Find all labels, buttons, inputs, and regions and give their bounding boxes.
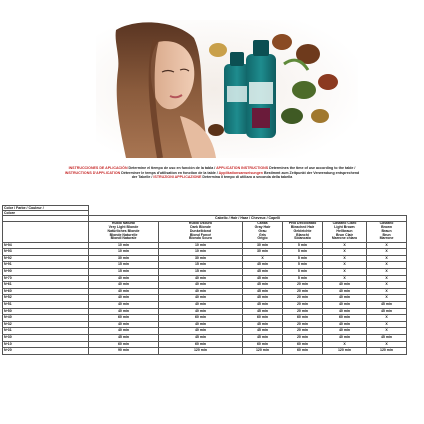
color-number: Nº92: [3, 255, 89, 262]
time-cell: 60 min: [159, 341, 243, 348]
hair-type-header: [243, 221, 283, 242]
time-cell: X: [367, 242, 407, 249]
hair-type-line: Blanchi: [296, 232, 309, 237]
time-cell: X: [323, 262, 367, 269]
hair-type-line: Grigio: [257, 236, 268, 241]
color-number: Nº60: [3, 288, 89, 295]
color-number: Nº30: [3, 334, 89, 341]
time-cell: 60 min: [283, 341, 323, 348]
time-cell: 40 min: [323, 328, 367, 335]
time-cell: X: [367, 268, 407, 275]
time-cell: X: [323, 255, 367, 262]
time-cell: X: [367, 249, 407, 256]
color-number: Nº90: [3, 268, 89, 275]
hair-type-line: Pelo Decolorado: [288, 221, 317, 226]
time-cell: 60 min: [89, 341, 159, 348]
time-cell: 40 min: [159, 282, 243, 289]
time-cell: 40 min: [323, 295, 367, 302]
hair-type-line: Biondo Scuro: [189, 236, 212, 241]
hair-type-header: [323, 221, 367, 242]
time-cell: 60 min: [283, 348, 323, 355]
color-number: Nº52: [3, 295, 89, 302]
time-cell: 60 min: [283, 315, 323, 322]
time-cell: 120 min: [323, 348, 367, 355]
hair-type-line: Marrone chiaro: [331, 236, 358, 241]
time-cell: X: [243, 255, 283, 262]
time-cell: 5 min: [283, 255, 323, 262]
time-cell: 5 min: [283, 275, 323, 282]
hair-type-line: Hellbraun: [336, 228, 353, 233]
color-number: Nº70: [3, 275, 89, 282]
table-row: [3, 321, 407, 328]
table-row: [3, 242, 407, 249]
hair-type-line: Dark Blonde: [190, 224, 211, 229]
time-cell: 40 min: [89, 288, 159, 295]
application-time-table: [2, 205, 407, 355]
time-cell: X: [367, 262, 407, 269]
hair-type-header: [159, 221, 243, 242]
time-cell: 40 min: [323, 321, 367, 328]
hair-type-line: Castaño: [379, 221, 394, 226]
time-cell: 40 min: [89, 308, 159, 315]
product-bottles: [224, 40, 276, 138]
hair-type-line: Brun: [382, 232, 391, 237]
time-cell: 20 min: [283, 308, 323, 315]
hair-type-line: Gray Hair: [254, 224, 271, 229]
color-number: Nº31: [3, 328, 89, 335]
time-cell: 10 min: [159, 249, 243, 256]
time-cell: 40 min: [323, 334, 367, 341]
time-cell: 10 min: [159, 242, 243, 249]
time-cell: 40 min: [159, 275, 243, 282]
color-number: Nº61: [3, 282, 89, 289]
time-cell: 15 min: [89, 268, 159, 275]
time-cell: 20 min: [283, 328, 323, 335]
time-cell: X: [367, 328, 407, 335]
table-row: [3, 255, 407, 262]
hair-type-header: [89, 221, 159, 242]
time-cell: X: [367, 341, 407, 348]
time-cell: 40 min: [89, 301, 159, 308]
time-cell: 40 min: [323, 282, 367, 289]
hair-type-line: Rubio Natural: [112, 221, 135, 226]
instruction-heading-fr: INSTRUCTIONS D'APPLICATION: [64, 170, 121, 175]
time-cell: 45 min: [159, 334, 243, 341]
time-cell: X: [367, 275, 407, 282]
time-cell: 30 min: [159, 255, 243, 262]
time-cell: 40 min: [89, 321, 159, 328]
time-cell: X: [367, 295, 407, 302]
table-row: [3, 288, 407, 295]
table-row: [3, 301, 407, 308]
table-row: [3, 315, 407, 322]
time-cell: 20 min: [283, 321, 323, 328]
color-number: Nº40: [3, 315, 89, 322]
hair-type-line: Braun: [381, 228, 392, 233]
time-cell: 40 min: [159, 321, 243, 328]
hair-type-line: Bleached Hair: [290, 224, 315, 229]
time-cell: 45 min: [243, 268, 283, 275]
time-cell: 20 min: [283, 288, 323, 295]
time-cell: 40 min: [159, 301, 243, 308]
hair-type-line: Brun Clair: [336, 232, 353, 237]
time-cell: 120 min: [243, 348, 283, 355]
time-cell: 45 min: [243, 282, 283, 289]
hair-type-line: Rubio Oscuro: [188, 221, 213, 226]
time-cell: 5 min: [283, 262, 323, 269]
time-cell: 45 min: [367, 301, 407, 308]
instruction-heading-en: APPLICATION INSTRUCTIONS: [216, 166, 269, 170]
color-column-label: Color / Farbe / Couleur /: [3, 206, 89, 211]
time-cell: 45 min: [367, 308, 407, 315]
time-cell: X: [367, 288, 407, 295]
table-row: [3, 334, 407, 341]
time-cell: 45 min: [243, 288, 283, 295]
table-row: [3, 341, 407, 348]
time-cell: 5 min: [283, 242, 323, 249]
time-cell: X: [323, 249, 367, 256]
color-number: Nº91: [3, 262, 89, 269]
time-cell: 40 min: [323, 301, 367, 308]
color-number: Nº20: [3, 348, 89, 355]
hair-header: Cabello / Hair / Haar / Cheveux / Capelli: [89, 216, 407, 221]
time-cell: 30 min: [243, 242, 283, 249]
time-cell: 120 min: [367, 348, 407, 355]
time-cell: 40 min: [159, 295, 243, 302]
time-cell: 40 min: [89, 295, 159, 302]
instruction-heading-de: Applikationsanweisungen: [218, 170, 263, 175]
time-cell: X: [367, 315, 407, 322]
hair-type-line: Gebleichte: [293, 228, 312, 233]
color-number: Nº50: [3, 308, 89, 315]
time-cell: X: [323, 242, 367, 249]
hair-type-line: Marrone: [379, 236, 394, 241]
time-cell: X: [323, 268, 367, 275]
time-cell: 20 min: [283, 295, 323, 302]
time-cell: X: [323, 275, 367, 282]
color-number: Nº94: [3, 242, 89, 249]
time-cell: 40 min: [323, 308, 367, 315]
time-cell: 20 min: [283, 282, 323, 289]
time-cell: 30 min: [243, 249, 283, 256]
instruction-heading-es: INSTRUCCIONES DE APLICACIÓN: [68, 166, 128, 170]
color-number: Nº32: [3, 321, 89, 328]
hair-type-line: Sbiancato: [294, 236, 311, 241]
time-cell: 60 min: [323, 315, 367, 322]
time-cell: 30 min: [89, 255, 159, 262]
time-cell: 45 min: [243, 301, 283, 308]
time-cell: X: [323, 341, 367, 348]
hair-type-line: Natürliches Blonde: [107, 228, 140, 233]
time-cell: 45 min: [243, 262, 283, 269]
time-cell: 40 min: [89, 282, 159, 289]
color-column-label-2: Colore: [3, 211, 89, 216]
table-row: [3, 328, 407, 335]
time-cell: 10 min: [89, 242, 159, 249]
time-cell: 45 min: [243, 295, 283, 302]
time-cell: 60 min: [243, 341, 283, 348]
time-cell: 5 min: [283, 268, 323, 275]
hair-type-line: Grau: [258, 228, 267, 233]
time-cell: 40 min: [159, 328, 243, 335]
time-cell: 5 min: [283, 249, 323, 256]
time-cell: 45 min: [243, 334, 283, 341]
time-cell: 45 min: [89, 334, 159, 341]
hair-type-line: Blonde Naturelle: [109, 232, 138, 237]
time-cell: 15 min: [159, 268, 243, 275]
time-cell: 90 min: [89, 348, 159, 355]
hair-type-line: Very Light Blonde: [108, 224, 139, 229]
time-cell: 10 min: [89, 249, 159, 256]
table-row: [3, 249, 407, 256]
time-cell: 40 min: [89, 328, 159, 335]
time-cell: 40 min: [159, 288, 243, 295]
table-row: [3, 308, 407, 315]
time-cell: 45 min: [367, 334, 407, 341]
time-cell: 60 min: [243, 315, 283, 322]
hair-type-line: Gris: [258, 232, 266, 237]
time-cell: X: [367, 282, 407, 289]
time-cell: 60 min: [159, 315, 243, 322]
color-number: Nº51: [3, 301, 89, 308]
hair-type-header: [283, 221, 323, 242]
hair-type-line: Canas: [257, 221, 268, 226]
time-cell: 40 min: [323, 288, 367, 295]
hair-type-line: Dunkelblond: [189, 228, 212, 233]
time-cell: 20 min: [283, 301, 323, 308]
time-cell: X: [367, 255, 407, 262]
time-cell: 45 min: [243, 308, 283, 315]
time-cell: 45 min: [243, 321, 283, 328]
time-cell: 120 min: [159, 348, 243, 355]
table-row: [3, 275, 407, 282]
time-cell: 40 min: [159, 308, 243, 315]
hair-type-line: Brown: [381, 224, 392, 229]
color-number: Nº10: [3, 341, 89, 348]
hair-type-line: Biondi Naturale: [110, 236, 137, 241]
table-row: [3, 268, 407, 275]
time-cell: 20 min: [283, 334, 323, 341]
hair-type-line: Light Brown: [334, 224, 355, 229]
time-cell: 45 min: [243, 275, 283, 282]
table-row: [3, 295, 407, 302]
table-row: [3, 348, 407, 355]
instruction-heading-it: ISTRUZIONI APPLICAZIONE: [153, 175, 202, 180]
time-cell: 60 min: [89, 315, 159, 322]
time-cell: 15 min: [159, 262, 243, 269]
time-cell: 15 min: [89, 262, 159, 269]
hair-type-line: Blond Foncé: [189, 232, 212, 237]
time-cell: 40 min: [89, 275, 159, 282]
table-row: [3, 262, 407, 269]
color-number: Nº93: [3, 249, 89, 256]
hair-type-header: [367, 221, 407, 242]
table-row: [3, 282, 407, 289]
hair-type-line: Castaño Claro: [332, 221, 357, 226]
product-banner-image: [96, 20, 358, 158]
time-cell: X: [367, 321, 407, 328]
time-cell: 45 min: [243, 328, 283, 335]
application-instructions: INSTRUCCIONES DE APLICACIÓN Determine el tiempo de uso en función de la tabla / APPLICATION INSTRUCTIONS Determines the time of use according to the table / INSTRUCTIONS D'APPLICATION Déterminer le temps d'utilisation en fonction de la table / Applikationsanweisungen Bestimmt zum Zeitpunkt der Verwendung entsprechend der Tabelle / ISTRUZIONI APPLICAZIONE Determina il tempo di utilizzo a seconda della tabella: [64, 166, 360, 180]
